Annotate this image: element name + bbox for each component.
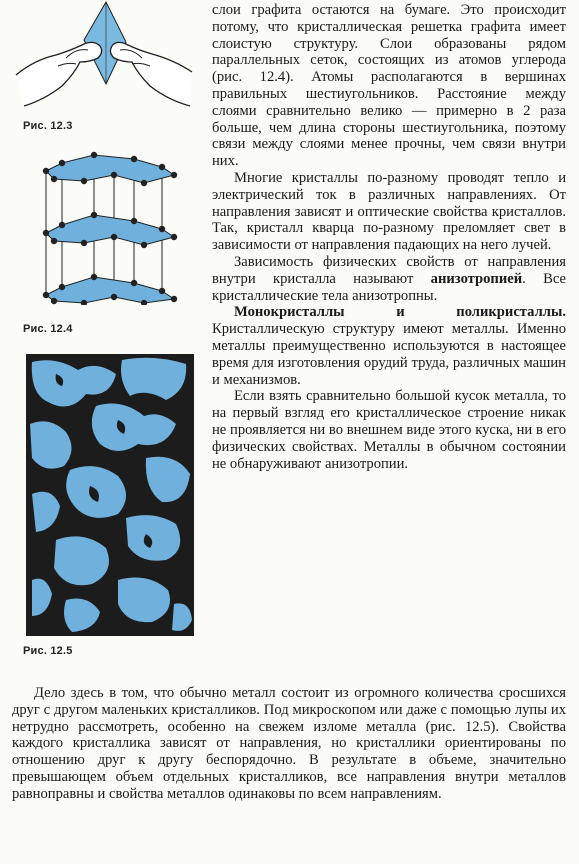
figure-caption-12-4: Рис. 12.4 (23, 323, 73, 335)
paragraph-mono-poly-crystals (212, 304, 566, 388)
anisotropy-text-after: . Все кристаллические тела анизотропны. (212, 270, 566, 304)
paragraph-graphite-layers: слои графита остаются на бумаге. Это происходит потому, что кристаллическая решетка графита имеет слоистую структуру. Слои образованы рядом параллельных сеток, состоящих из атомов углерода (рис. 12.4). Атомы располагаются в вершинах правильных шестиугольников. Расстояние между слоями сравнительно велико — примерно в 2 раза больше, чем длина стороны шестиугольника, поэтому связи между слоями менее прочны, чем связи внутри них. (212, 2, 566, 170)
mono-poly-text: Кристаллическую структуру имеют металлы. Именно металлы преимущественно используются в настоящее время для изготовления орудий труда, различных машин и механизмов. (212, 321, 566, 388)
right-text-column (212, 2, 566, 472)
anisotropy-text-before: Зависимость физических свойств от направления внутри кристалла называют (212, 253, 566, 287)
paragraph-metal-piece: Если взять сравнительно большой кусок металла, то на первый взгляд его кристаллическое строение никак не проявляется ни во внешнем виде этого куска, ни в его физических свойствах. Металлы в обычном состоянии не обнаруживают анизотропии. (212, 388, 566, 472)
paragraph-anisotropy-definition (212, 254, 566, 304)
paragraph-anisotropy-examples: Многие кристаллы по-разному проводят тепло и электрический ток в различных направлениях. От направления зависят и оптические свойства кристаллов. Так, кристалл кварца по-разному преломляет свет в зависимости от направления падающих на него лучей. (212, 169, 566, 254)
hands-graphite-illustration (14, 0, 194, 110)
full-width-text (12, 685, 566, 803)
anisotropy-term: анизотропией (430, 270, 523, 287)
section-heading-mono-poly: Монокристаллы и поликристаллы. (234, 304, 566, 321)
figure-caption-12-5: Рис. 12.5 (23, 645, 73, 657)
paragraph-polycrystalline-metals: Дело здесь в том, что обычно металл состоит из огромного количества сросшихся друг с другом маленьких кристалликов. Под микроскопом или даже с помощью лупы их нетрудно рассмотреть, особенно на свежем изломе металла (рис. 12.5). Свойства каждого кристаллика зависят от направления, но кристаллики ориентированы по отношению друг к другу беспорядочно. В результате в объеме, значительно превышающем объем отдельных кристалликов, все направления внутри металлов равноправны и свойства металлов одинаковы по всем направлениям. (12, 685, 566, 802)
graphite-lattice-illustration (34, 145, 184, 305)
figure-caption-12-3: Рис. 12.3 (23, 120, 73, 132)
metal-fracture-micrograph (26, 354, 194, 636)
